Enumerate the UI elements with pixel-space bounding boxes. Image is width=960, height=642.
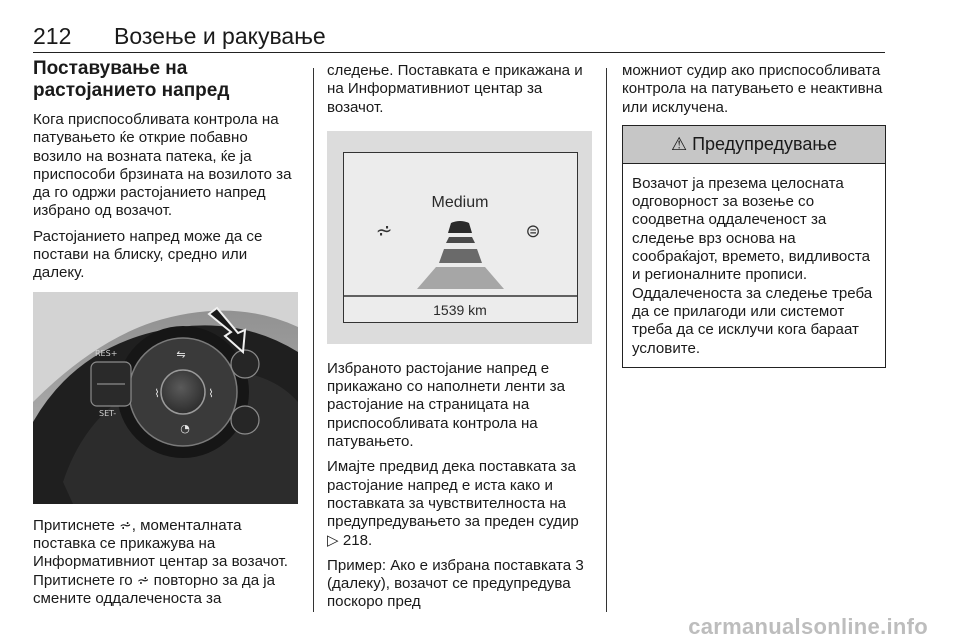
paragraph: Имајте предвид дека поставката за растојание напред е иста како и поставката за чувствителноста на предупредувањето за преден судир ▷ 218. — [327, 458, 579, 549]
svg-text:⌇: ⌇ — [208, 386, 214, 400]
paragraph: Кога приспособливата контрола на патувањето ќе открие побавно возило на возната патека, ќе ја приспособи брзината на возилото за да го одржи растојанието напред избрано од возачот. — [33, 111, 292, 220]
steering-wheel-illustration — [33, 292, 298, 504]
warning-box — [622, 125, 886, 368]
column-3 — [622, 62, 884, 368]
page-number: 212 — [33, 23, 72, 49]
column-2 — [327, 62, 592, 619]
distance-bar-far — [417, 267, 504, 289]
following-distance-icon: ⩫ — [375, 217, 393, 242]
column-divider — [606, 68, 607, 612]
warning-triangle-icon: ⚠ — [670, 133, 688, 154]
distance-bar-near — [446, 237, 475, 243]
driver-information-display — [343, 152, 578, 323]
svg-text:⇋: ⇋ — [176, 347, 186, 361]
column-1 — [33, 58, 298, 615]
warning-header — [623, 126, 885, 164]
collision-alert-icon: ⊜ — [525, 220, 541, 242]
page-header — [33, 22, 885, 53]
watermark: carmanualsonline.info — [688, 614, 928, 639]
paragraph: Притиснете ⩫, моменталната поставка се прикажува на Информативниот центар за возачот. Притиснете го ⩫ повторно за да ја смените оддалеченоста за — [33, 516, 288, 607]
svg-text:◔: ◔ — [180, 421, 190, 435]
cross-reference-arrow-icon: ▷ — [327, 531, 339, 549]
paragraph: Пример: Ако е избрана поставката 3 (далеку), возачот се предупредува поскоро пред — [327, 556, 584, 611]
svg-text:RES+: RES+ — [95, 348, 118, 358]
following-distance-icon: ⩫ — [136, 571, 150, 589]
vehicle-icon — [448, 221, 472, 233]
distance-bar-medium — [439, 249, 482, 263]
warning-body — [623, 164, 885, 367]
steering-wheel-controls-photo — [33, 292, 298, 504]
svg-text:SET-: SET- — [99, 408, 117, 418]
paragraph: Растојанието напред може да се постави на блиску, средно или далеку. — [33, 227, 263, 282]
svg-text:⌇: ⌇ — [154, 386, 160, 400]
display-content — [344, 153, 577, 322]
paragraph: следење. Поставката е прикажана и на Информативниот центар за возачот. — [327, 62, 583, 116]
paragraph: можниот судир ако приспособливата контрола на патувањето е неактивна или исклучена. — [622, 62, 883, 116]
distance-setting-label: Medium — [431, 193, 489, 211]
page-reference[interactable]: 218 — [342, 531, 368, 549]
column-divider — [313, 68, 314, 612]
following-distance-icon: ⩫ — [119, 516, 132, 534]
driver-information-display-figure — [327, 131, 592, 344]
section-heading: Поставување на растојанието напред — [33, 58, 230, 101]
warning-title: Предупредување — [692, 133, 838, 154]
paragraph: Избраното растојание напред е прикажано со наполнети ленти за растојание на страницата на приспособливата контрола на патувањето. — [327, 359, 565, 451]
warning-text: Возачот ја презема целосната одговорност за возење со соодветна оддалеченост за следење врз основа на сообраќајот, времето, видливоста и регионалните прописи. Оддалеченоста за следење треба да се прилагоди или системот треба да се исклучи кога бараат условите. — [632, 174, 873, 357]
odometer-reading: 1539 km — [433, 301, 487, 318]
chapter-title: Возење и ракување — [114, 23, 326, 49]
